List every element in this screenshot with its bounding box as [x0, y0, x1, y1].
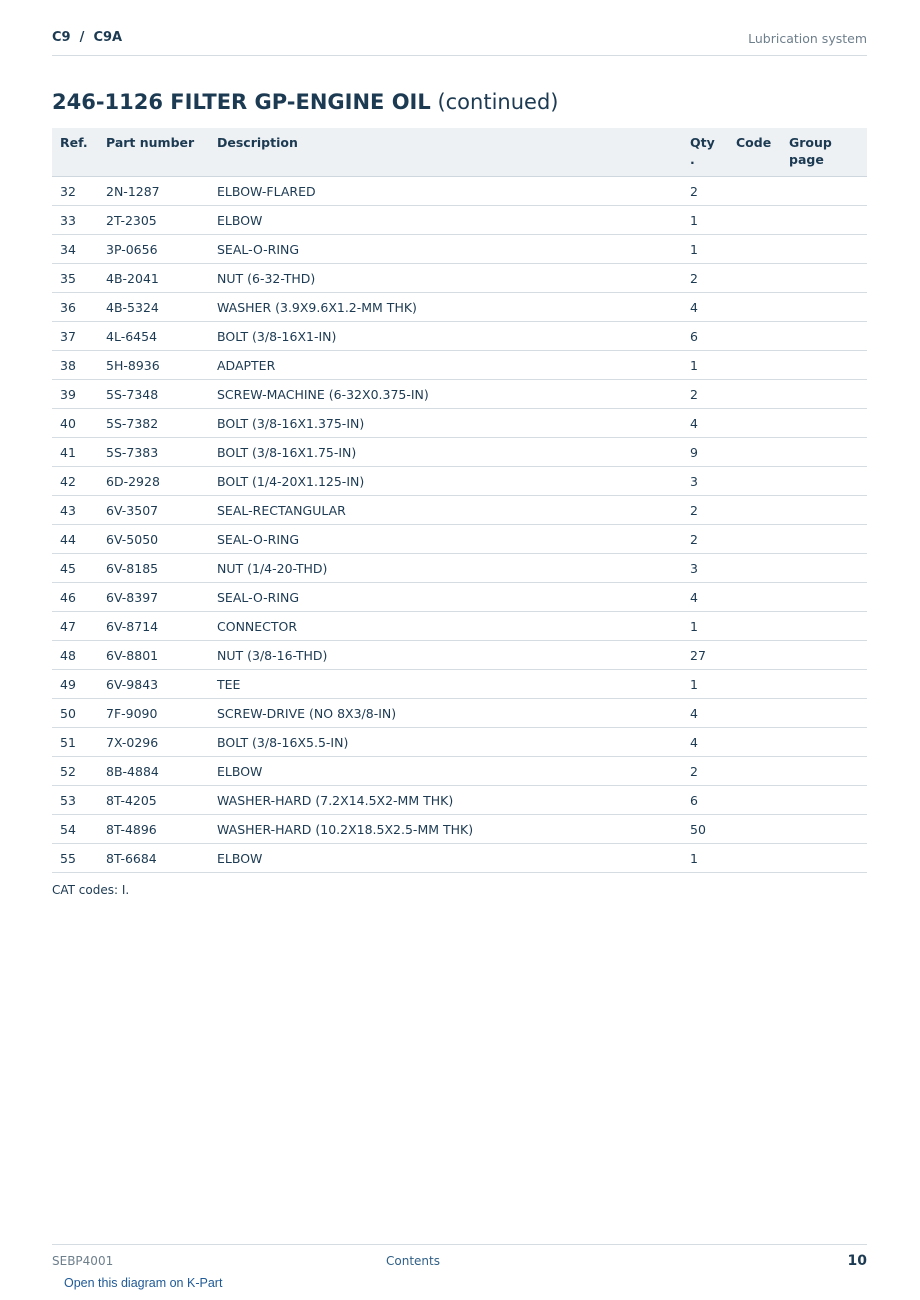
cell-group-page	[781, 844, 867, 873]
cell-part-number: 5H-8936	[98, 351, 209, 380]
cell-part-number: 6V-8714	[98, 612, 209, 641]
cell-group-page	[781, 351, 867, 380]
cell-qty: 4	[682, 583, 728, 612]
cell-code	[728, 641, 781, 670]
cell-description: BOLT (3/8-16X1.375-IN)	[209, 409, 682, 438]
cell-group-page	[781, 467, 867, 496]
cell-part-number: 4B-2041	[98, 264, 209, 293]
section-name: Lubrication system	[748, 31, 867, 46]
cell-ref: 46	[52, 583, 98, 612]
cell-group-page	[781, 699, 867, 728]
cell-qty: 3	[682, 467, 728, 496]
cell-ref: 53	[52, 786, 98, 815]
cell-ref: 52	[52, 757, 98, 786]
cell-description: SEAL-O-RING	[209, 525, 682, 554]
cell-group-page	[781, 235, 867, 264]
cell-group-page	[781, 409, 867, 438]
cell-description: SEAL-O-RING	[209, 235, 682, 264]
cell-description: NUT (6-32-THD)	[209, 264, 682, 293]
cell-part-number: 4L-6454	[98, 322, 209, 351]
cell-code	[728, 235, 781, 264]
table-row	[52, 757, 867, 786]
cell-ref: 36	[52, 293, 98, 322]
cat-codes: CAT codes: I.	[52, 883, 130, 897]
cell-description: WASHER-HARD (7.2X14.5X2-MM THK)	[209, 786, 682, 815]
cell-description: BOLT (1/4-20X1.125-IN)	[209, 467, 682, 496]
cell-part-number: 7F-9090	[98, 699, 209, 728]
cell-group-page	[781, 641, 867, 670]
title-main: 246-1126 FILTER GP-ENGINE OIL	[52, 90, 431, 114]
table-row	[52, 525, 867, 554]
cell-group-page	[781, 264, 867, 293]
cell-part-number: 6V-3507	[98, 496, 209, 525]
table-row	[52, 467, 867, 496]
cell-ref: 39	[52, 380, 98, 409]
cell-ref: 43	[52, 496, 98, 525]
cell-code	[728, 496, 781, 525]
cell-ref: 40	[52, 409, 98, 438]
cell-code	[728, 583, 781, 612]
cell-description: WASHER (3.9X9.6X1.2-MM THK)	[209, 293, 682, 322]
cell-qty: 2	[682, 264, 728, 293]
cell-group-page	[781, 380, 867, 409]
cell-part-number: 8T-4205	[98, 786, 209, 815]
cell-part-number: 2T-2305	[98, 206, 209, 235]
cell-part-number: 2N-1287	[98, 177, 209, 206]
cell-description: BOLT (3/8-16X1.75-IN)	[209, 438, 682, 467]
cell-group-page	[781, 293, 867, 322]
cell-group-page	[781, 612, 867, 641]
cell-ref: 35	[52, 264, 98, 293]
cell-qty: 4	[682, 293, 728, 322]
cell-code	[728, 206, 781, 235]
cell-code	[728, 612, 781, 641]
cell-description: SEAL-O-RING	[209, 583, 682, 612]
cell-description: NUT (3/8-16-THD)	[209, 641, 682, 670]
document-id: SEBP4001	[52, 1254, 114, 1268]
cell-group-page	[781, 583, 867, 612]
table-row	[52, 583, 867, 612]
cell-part-number: 7X-0296	[98, 728, 209, 757]
table-row	[52, 322, 867, 351]
table-row	[52, 293, 867, 322]
cell-part-number: 8T-6684	[98, 844, 209, 873]
cell-qty: 1	[682, 351, 728, 380]
table-row	[52, 264, 867, 293]
cell-code	[728, 380, 781, 409]
cell-ref: 51	[52, 728, 98, 757]
cell-description: NUT (1/4-20-THD)	[209, 554, 682, 583]
cell-qty: 6	[682, 322, 728, 351]
col-header-qty: Qty .	[682, 128, 728, 177]
cell-ref: 42	[52, 467, 98, 496]
table-row	[52, 815, 867, 844]
title-suffix: (continued)	[437, 90, 559, 114]
cell-part-number: 8T-4896	[98, 815, 209, 844]
cell-qty: 1	[682, 235, 728, 264]
page-header	[52, 28, 867, 56]
cell-group-page	[781, 496, 867, 525]
table-row	[52, 496, 867, 525]
cell-code	[728, 670, 781, 699]
cell-qty: 27	[682, 641, 728, 670]
cell-part-number: 6V-8801	[98, 641, 209, 670]
cell-ref: 48	[52, 641, 98, 670]
cell-ref: 50	[52, 699, 98, 728]
col-header-part-number: Part number	[98, 128, 209, 177]
table-row	[52, 351, 867, 380]
cell-qty: 4	[682, 699, 728, 728]
cell-code	[728, 293, 781, 322]
cell-qty: 2	[682, 525, 728, 554]
cell-part-number: 3P-0656	[98, 235, 209, 264]
cell-code	[728, 322, 781, 351]
page-number: 10	[847, 1253, 867, 1269]
cell-part-number: 5S-7348	[98, 380, 209, 409]
table-row	[52, 235, 867, 264]
cell-qty: 1	[682, 206, 728, 235]
page-title	[52, 90, 558, 114]
cell-code	[728, 728, 781, 757]
cell-group-page	[781, 728, 867, 757]
cell-description: ADAPTER	[209, 351, 682, 380]
cell-ref: 55	[52, 844, 98, 873]
cell-qty: 2	[682, 757, 728, 786]
cell-qty: 3	[682, 554, 728, 583]
cell-qty: 2	[682, 496, 728, 525]
cell-part-number: 6V-5050	[98, 525, 209, 554]
contents-link[interactable]: Contents	[386, 1254, 440, 1268]
cell-description: WASHER-HARD (10.2X18.5X2.5-MM THK)	[209, 815, 682, 844]
cell-code	[728, 525, 781, 554]
cell-qty: 1	[682, 612, 728, 641]
cell-group-page	[781, 322, 867, 351]
parts-table-body	[52, 177, 867, 873]
cell-description: ELBOW	[209, 757, 682, 786]
cell-ref: 34	[52, 235, 98, 264]
cell-part-number: 8B-4884	[98, 757, 209, 786]
table-row	[52, 206, 867, 235]
cell-description: ELBOW-FLARED	[209, 177, 682, 206]
table-row	[52, 177, 867, 206]
cell-ref: 41	[52, 438, 98, 467]
cell-description: SCREW-MACHINE (6-32X0.375-IN)	[209, 380, 682, 409]
cell-code	[728, 815, 781, 844]
cell-qty: 4	[682, 409, 728, 438]
cell-description: SCREW-DRIVE (NO 8X3/8-IN)	[209, 699, 682, 728]
cell-code	[728, 351, 781, 380]
cell-ref: 45	[52, 554, 98, 583]
cell-code	[728, 554, 781, 583]
cell-description: SEAL-RECTANGULAR	[209, 496, 682, 525]
table-row	[52, 844, 867, 873]
cell-ref: 49	[52, 670, 98, 699]
cell-code	[728, 757, 781, 786]
cell-code	[728, 786, 781, 815]
cell-description: ELBOW	[209, 844, 682, 873]
open-diagram-kpart-link[interactable]: Open this diagram on K-Part	[64, 1276, 223, 1290]
cell-qty: 4	[682, 728, 728, 757]
table-row	[52, 786, 867, 815]
col-header-description: Description	[209, 128, 682, 177]
cell-code	[728, 844, 781, 873]
cell-ref: 44	[52, 525, 98, 554]
cell-code	[728, 264, 781, 293]
col-header-group-page: Group page	[781, 128, 867, 177]
cell-part-number: 6V-8185	[98, 554, 209, 583]
cell-description: BOLT (3/8-16X1-IN)	[209, 322, 682, 351]
cell-ref: 54	[52, 815, 98, 844]
cell-ref: 38	[52, 351, 98, 380]
cell-ref: 33	[52, 206, 98, 235]
cell-description: BOLT (3/8-16X5.5-IN)	[209, 728, 682, 757]
cell-description: ELBOW	[209, 206, 682, 235]
cell-qty: 1	[682, 844, 728, 873]
cell-group-page	[781, 177, 867, 206]
cell-code	[728, 699, 781, 728]
cell-qty: 1	[682, 670, 728, 699]
table-header-row	[52, 128, 867, 177]
cell-part-number: 6V-8397	[98, 583, 209, 612]
cell-description: CONNECTOR	[209, 612, 682, 641]
model-label: C9 / C9A	[52, 30, 123, 45]
cell-part-number: 5S-7383	[98, 438, 209, 467]
cell-group-page	[781, 815, 867, 844]
cell-part-number: 4B-5324	[98, 293, 209, 322]
cell-qty: 6	[682, 786, 728, 815]
cell-code	[728, 409, 781, 438]
table-row	[52, 670, 867, 699]
cell-part-number: 6V-9843	[98, 670, 209, 699]
cell-part-number: 6D-2928	[98, 467, 209, 496]
table-row	[52, 409, 867, 438]
cell-ref: 37	[52, 322, 98, 351]
cell-group-page	[781, 206, 867, 235]
cell-group-page	[781, 786, 867, 815]
table-row	[52, 699, 867, 728]
cell-group-page	[781, 554, 867, 583]
cell-qty: 50	[682, 815, 728, 844]
cell-code	[728, 438, 781, 467]
page-footer	[52, 1244, 867, 1275]
table-row	[52, 380, 867, 409]
cell-part-number: 5S-7382	[98, 409, 209, 438]
cell-group-page	[781, 525, 867, 554]
cell-group-page	[781, 670, 867, 699]
cell-ref: 47	[52, 612, 98, 641]
table-row	[52, 554, 867, 583]
table-row	[52, 612, 867, 641]
cell-code	[728, 467, 781, 496]
cell-qty: 2	[682, 380, 728, 409]
cell-ref: 32	[52, 177, 98, 206]
col-header-ref: Ref.	[52, 128, 98, 177]
cell-description: TEE	[209, 670, 682, 699]
col-header-code: Code	[728, 128, 781, 177]
table-row	[52, 728, 867, 757]
cell-qty: 2	[682, 177, 728, 206]
cell-code	[728, 177, 781, 206]
cell-qty: 9	[682, 438, 728, 467]
cell-group-page	[781, 757, 867, 786]
cell-group-page	[781, 438, 867, 467]
parts-table	[52, 128, 867, 873]
table-row	[52, 438, 867, 467]
table-row	[52, 641, 867, 670]
